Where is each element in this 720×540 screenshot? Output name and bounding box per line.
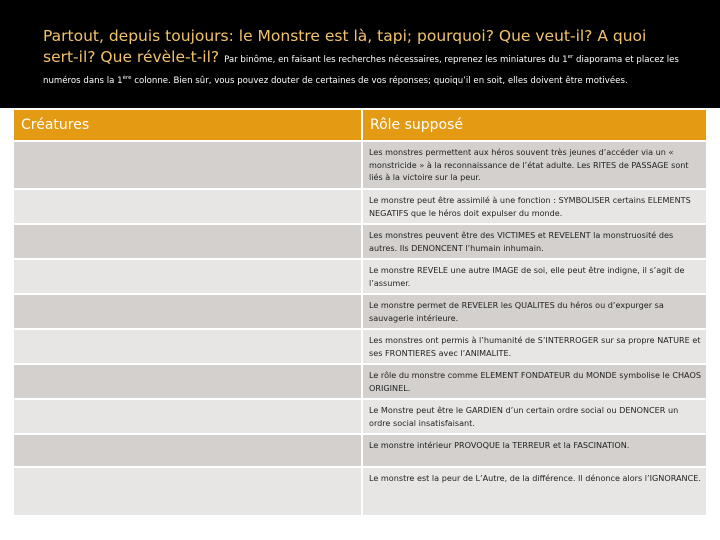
column-header-role: Rôle supposé <box>362 110 706 141</box>
title-text: Partout, depuis toujours: le Monstre est là, tapi; pourquoi? Que veut-il? A quoi sert-il? Que révèle-t-il? <box>43 27 647 66</box>
role-cell: Les monstres ont permis à l’humanité de S’INTERROGER sur sa propre NATURE et ses FRONTIERES avec l’ANIMALITE. <box>362 329 706 364</box>
table-row <box>14 467 706 515</box>
role-cell: Les monstres permettent aux héros souvent très jeunes d’accéder via un « monstricide » à la reconnaissance de l’état adulte. Les RITES de PASSAGE sont liés à la victoire sur la peur. <box>362 141 706 189</box>
table-row <box>14 294 706 329</box>
table-body <box>14 141 706 515</box>
table-row <box>14 364 706 399</box>
role-cell: Le monstre REVELE une autre IMAGE de soi, elle peut être indigne, il s’agit de l’assumer. <box>362 259 706 294</box>
column-header-creatures: Créatures <box>14 110 362 141</box>
table-row <box>14 224 706 259</box>
role-cell: Le Monstre peut être le GARDIEN d’un certain ordre social ou DENONCER un ordre social insatisfaisant. <box>362 399 706 434</box>
creature-cell[interactable] <box>14 259 362 294</box>
creature-cell[interactable] <box>14 364 362 399</box>
table-row <box>14 189 706 224</box>
role-cell: Le monstre est la peur de L’Autre, de la différence. Il dénonce alors l’IGNORANCE. <box>362 467 706 515</box>
creature-cell[interactable] <box>14 294 362 329</box>
creature-cell[interactable] <box>14 189 362 224</box>
creature-cell[interactable] <box>14 467 362 515</box>
table-row <box>14 329 706 364</box>
role-cell: Le monstre peut être assimilé à une fonction : SYMBOLISER certains ELEMENTS NEGATIFS que le héros doit expulser du monde. <box>362 189 706 224</box>
creature-cell[interactable] <box>14 329 362 364</box>
role-cell: Les monstres peuvent être des VICTIMES et REVELENT la monstruosité des autres. Ils DENONCENT l’humain inhumain. <box>362 224 706 259</box>
creature-cell[interactable] <box>14 224 362 259</box>
table-row <box>14 399 706 434</box>
table-row <box>14 434 706 467</box>
table-header-row <box>14 110 706 141</box>
creature-cell[interactable] <box>14 141 362 189</box>
monster-roles-table <box>14 110 706 515</box>
table-row <box>14 259 706 294</box>
creature-cell[interactable] <box>14 434 362 467</box>
slide-title <box>43 26 683 89</box>
table-row <box>14 141 706 189</box>
instructions-text: Par binôme, en faisant les recherches nécessaires, reprenez les miniatures du 1er diaporama et placez les numéros dans la 1ère colonne. Bien sûr, vous pouvez douter de certaines de vos réponses; quoiqu’il en soit, elles doivent être motivées. <box>43 54 679 86</box>
role-cell: Le rôle du monstre comme ELEMENT FONDATEUR du MONDE symbolise le CHAOS ORIGINEL. <box>362 364 706 399</box>
creature-cell[interactable] <box>14 399 362 434</box>
role-cell: Le monstre intérieur PROVOQUE la TERREUR et la FASCINATION. <box>362 434 706 467</box>
role-cell: Le monstre permet de REVELER les QUALITES du héros ou d’expurger sa sauvagerie intérieure. <box>362 294 706 329</box>
